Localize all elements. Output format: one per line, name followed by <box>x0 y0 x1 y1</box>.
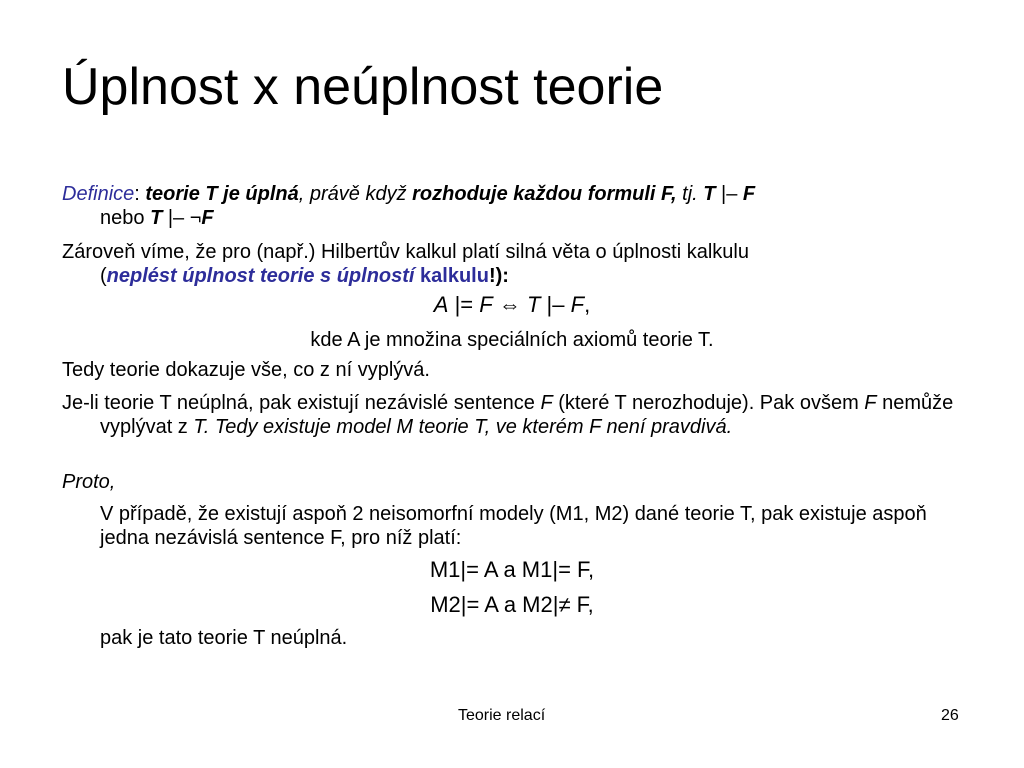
incomplete-f2: F <box>864 392 877 414</box>
proto-line: Proto, <box>62 471 116 493</box>
footer-title: Teorie relací <box>458 707 546 724</box>
completeness-close: !): <box>488 265 509 287</box>
definition-mid: , právě když <box>298 183 413 205</box>
definition-prov1: |– <box>715 183 743 205</box>
definition-t1: T <box>703 183 716 205</box>
incomplete-italic-tail: T. Tedy existuje model M teorie T, ve kterém F není pravdivá. <box>193 416 733 438</box>
formula1-end: , <box>584 292 591 317</box>
formula1-f: F <box>479 292 493 317</box>
definition-t2: T <box>150 207 163 229</box>
definition-nebo: nebo <box>100 207 151 229</box>
definition-label: Definice <box>62 183 135 205</box>
definition-term: teorie T je úplná <box>145 183 299 205</box>
formula-m2: M2|= A a M2|≠ F, <box>430 592 594 617</box>
formula1-prov: |– <box>540 292 571 317</box>
definition-f1: F <box>742 183 756 205</box>
formula-m1: M1|= A a M1|= F, <box>429 557 595 582</box>
incomplete-paragraph <box>62 391 1000 439</box>
formula1-iff: ⇔ <box>492 292 527 317</box>
definition-f2: F <box>201 207 214 229</box>
incomplete-part1: Je-li teorie T neúplná, pak existují nezávislé sentence <box>62 392 541 414</box>
formula1-mid: |= <box>448 292 480 317</box>
completeness-paragraph <box>62 240 1000 288</box>
case-paragraph: V případě, že existují aspoň 2 neisomorfní modely (M1, M2) dané teorie T, pak existuje aspoň jedna nezávislá sentence F, pro níž platí: <box>100 503 927 549</box>
incomplete-part3: nemůže vyplývat z <box>100 392 954 438</box>
slide-title: Úplnost x neúplnost teorie <box>62 58 664 116</box>
definition-prov2: |– ¬ <box>162 207 202 229</box>
completeness-warning: neplést úplnost teorie s úplností <box>106 265 415 287</box>
page-number: 26 <box>941 707 959 724</box>
axioms-line: kde A je množina speciálních axiomů teorie T. <box>310 329 714 351</box>
incomplete-part2: (které T nerozhoduje). Pak ovšem <box>552 392 865 414</box>
formula1-a: A <box>433 292 449 317</box>
formula1-t: T <box>526 292 541 317</box>
definition-paragraph <box>62 182 1000 230</box>
completeness-kalkulu: kalkulu <box>414 265 489 287</box>
incomplete-f: F <box>540 392 553 414</box>
definition-colon: : <box>134 183 146 205</box>
formula-completeness <box>62 292 962 318</box>
proves-all-line: Tedy teorie dokazuje vše, co z ní vyplývá. <box>62 359 430 381</box>
formula1-f2: F <box>570 292 585 317</box>
completeness-text: Zároveň víme, že pro (např.) Hilbertův kalkul platí silná věta o úplnosti kalkulu <box>62 241 749 263</box>
completeness-open-paren: ( <box>100 265 107 287</box>
conclusion-line: pak je tato teorie T neúplná. <box>100 627 348 649</box>
definition-tj: tj. <box>676 183 704 205</box>
definition-decides: rozhoduje každou formuli F, <box>412 183 677 205</box>
